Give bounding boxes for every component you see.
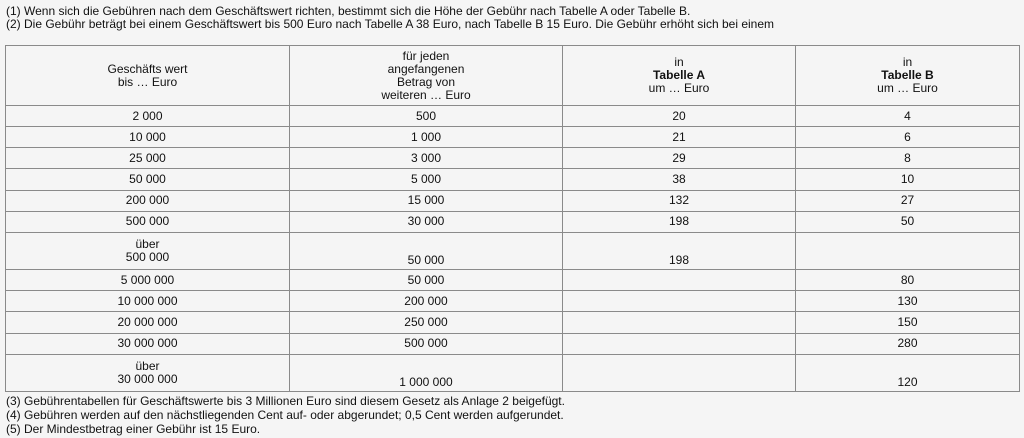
header-betrag: [290, 46, 563, 106]
header-geschaeftswert: [6, 46, 290, 106]
cell-tabelle-a: 38: [563, 169, 796, 190]
cell-tabelle-a: [563, 291, 796, 312]
paragraph-5: (5) Der Mindestbetrag einer Gebühr ist 15 Euro.: [6, 422, 261, 436]
cell-betrag: 3 000: [290, 148, 563, 169]
table-row: [6, 270, 1020, 291]
cell-geschaeftswert: 25 000: [6, 148, 290, 169]
cell-geschaeftswert: 500 000: [6, 211, 290, 232]
cell-tabelle-b: 27: [796, 190, 1020, 211]
cell-betrag: 1 000 000: [290, 354, 563, 391]
header-tabelle-a: [563, 46, 796, 106]
header-tabelle-a-title: Tabelle A: [652, 68, 705, 82]
cell-geschaeftswert: 2 000: [6, 106, 290, 127]
cell-tabelle-a: 20: [563, 106, 796, 127]
table-row: [6, 127, 1020, 148]
cell-geschaeftswert: 5 000 000: [6, 270, 290, 291]
header-tabelle-a-line-1: in: [674, 55, 684, 69]
cell-betrag: 250 000: [290, 312, 563, 333]
cell-tabelle-b: 80: [796, 270, 1020, 291]
cell-tabelle-b: 6: [796, 127, 1020, 148]
table-row: [6, 333, 1020, 354]
header-tabelle-b-line-1: in: [902, 55, 913, 69]
cell-tabelle-b: 280: [796, 333, 1020, 354]
cell-tabelle-b: 130: [796, 291, 1020, 312]
header-betrag-line-4: weiteren … Euro: [381, 87, 471, 102]
paragraph-4: (4) Gebühren werden auf den nächstliegenden Cent auf- oder abgerundet; 0,5 Cent werden aufgerundet.: [6, 408, 564, 422]
table-row: [6, 354, 1020, 391]
cell-betrag: 5 000: [290, 169, 563, 190]
cell-tabelle-a: 198: [563, 211, 796, 232]
cell-tabelle-b: 50: [796, 211, 1020, 232]
header-tabelle-b-line-3: um … Euro: [877, 81, 938, 95]
paragraph-3: (3) Gebührentabellen für Geschäftswerte bis 3 Millionen Euro sind diesem Gesetz als Anlage 2 beigefügt.: [6, 394, 565, 408]
table-header-row: [6, 46, 1020, 106]
cell-betrag: 1 000: [290, 127, 563, 148]
cell-tabelle-a: 132: [563, 190, 796, 211]
cell-geschaeftswert: 50 000: [6, 169, 290, 190]
table-row: [6, 106, 1020, 127]
cell-tabelle-a: [563, 354, 796, 391]
table-row: [6, 232, 1020, 269]
cell-betrag: 50 000: [290, 270, 563, 291]
header-betrag-line-3: Betrag von: [396, 74, 456, 89]
header-tabelle-b-title: Tabelle B: [881, 68, 934, 82]
cell-tabelle-b: 4: [796, 106, 1020, 127]
table-row: [6, 291, 1020, 312]
cell-geschaeftswert: 20 000 000: [6, 312, 290, 333]
paragraph-1: (1) Wenn sich die Gebühren nach dem Geschäftswert richten, bestimmt sich die Höhe der Gebühr nach Tabelle A oder Tabelle B.: [6, 4, 691, 18]
header-tabelle-a-line-3: um … Euro: [648, 81, 710, 95]
cell-tabelle-a: [563, 312, 796, 333]
paragraph-2: (2) Die Gebühr beträgt bei einem Geschäftswert bis 500 Euro nach Tabelle A 38 Euro, nach Tabelle B 15 Euro. Die Gebühr erhöht sich bei einem: [6, 17, 775, 31]
cell-betrag: 30 000: [290, 211, 563, 232]
cell-tabelle-a: 21: [563, 127, 796, 148]
cell-tabelle-b: [796, 232, 1020, 269]
cell-geschaeftswert: 30 000 000: [6, 333, 290, 354]
cell-tabelle-a: 198: [563, 232, 796, 269]
cell-tabelle-b: 8: [796, 148, 1020, 169]
table-row: [6, 169, 1020, 190]
cell-betrag: 500 000: [290, 333, 563, 354]
cell-betrag: 500: [290, 106, 563, 127]
table-row: [6, 312, 1020, 333]
header-tabelle-b: [796, 46, 1020, 106]
table-row: [6, 148, 1020, 169]
cell-geschaeftswert: 10 000 000: [6, 291, 290, 312]
cell-geschaeftswert: 10 000: [6, 127, 290, 148]
cell-geschaeftswert: über 30 000 000: [6, 354, 290, 391]
header-geschaeftswert-line-1: Geschäfts wert: [107, 61, 188, 76]
header-betrag-line-2: angefangenen: [387, 61, 465, 76]
cell-betrag: 200 000: [290, 291, 563, 312]
header-betrag-line-1: für jeden: [402, 48, 450, 63]
cell-tabelle-b: 150: [796, 312, 1020, 333]
header-geschaeftswert-line-2: bis … Euro: [117, 74, 178, 89]
cell-tabelle-b: 10: [796, 169, 1020, 190]
cell-betrag: 50 000: [290, 232, 563, 269]
cell-geschaeftswert: über 500 000: [6, 232, 290, 269]
cell-tabelle-a: [563, 270, 796, 291]
cell-tabelle-a: 29: [563, 148, 796, 169]
cell-tabelle-b: 120: [796, 354, 1020, 391]
fee-table: [5, 45, 1020, 392]
cell-tabelle-a: [563, 333, 796, 354]
cell-geschaeftswert: 200 000: [6, 190, 290, 211]
table-row: [6, 190, 1020, 211]
cell-betrag: 15 000: [290, 190, 563, 211]
table-row: [6, 211, 1020, 232]
